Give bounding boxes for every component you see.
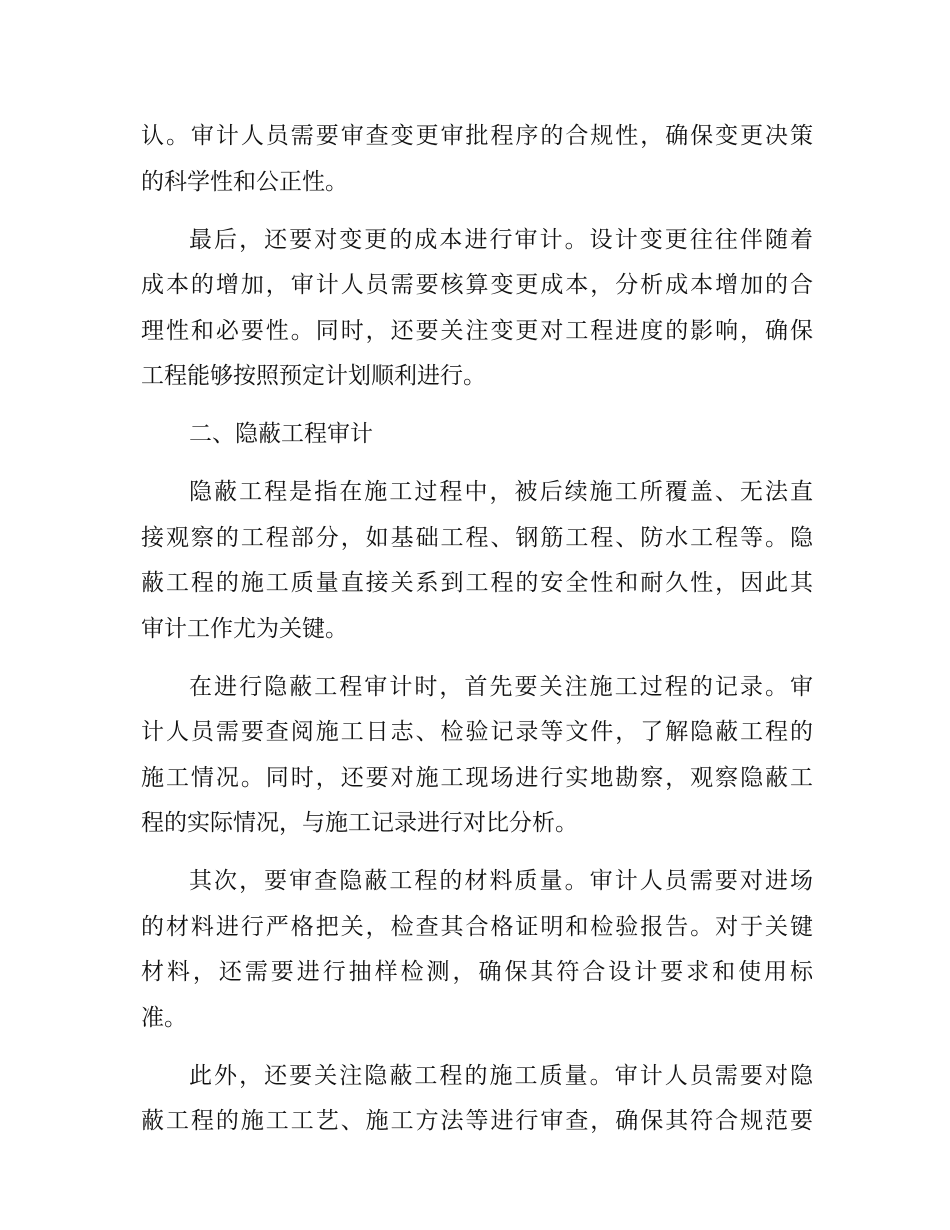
text-line: 在进行隐蔽工程审计时，首先要关注施工过程的记录。审 [189,673,813,700]
text-line: 其次，要审查隐蔽工程的材料质量。审计人员需要对进场 [189,868,813,894]
text-line: 工程能够按照预定计划顺利进行。 [141,363,486,389]
text-line: 的材料进行严格把关，检查其合格证明和检验报告。对于关键 [141,913,813,940]
paragraph-approval-compliance [141,114,813,205]
paragraph-material-quality [141,859,813,1041]
text-line: 的科学性和公正性。 [141,168,348,195]
text-line: 蔽工程的施工工艺、施工方法等进行审查，确保其符合规范要 [141,1108,813,1134]
text-line: 审计工作尤为关键。 [141,615,348,642]
paragraph-change-cost-audit [141,218,813,400]
text-line: 理性和必要性。同时，还要关注变更对工程进度的影响，确保 [141,317,813,344]
text-line: 此外，还要关注隐蔽工程的施工质量。审计人员需要对隐 [189,1062,813,1089]
paragraph-construction-records [141,665,813,847]
text-line: 认。审计人员需要审查变更审批程序的合规性，确保变更决策 [141,123,813,149]
text-line: 施工情况。同时，还要对施工现场进行实地勘察，观察隐蔽工 [141,764,813,791]
text-line: 接观察的工程部分，如基础工程、钢筋工程、防水工程等。隐 [141,524,813,551]
text-line: 程的实际情况，与施工记录进行对比分析。 [141,810,578,836]
text-line: 蔽工程的施工质量直接关系到工程的安全性和耐久性，因此其 [141,570,813,596]
section-heading-text: 二、隐蔽工程审计 [189,421,373,447]
text-line: 隐蔽工程是指在施工过程中，被后续施工所覆盖、无法直 [189,479,813,505]
text-line: 材料，还需要进行抽样检测，确保其符合设计要求和使用标 [141,959,813,985]
text-line: 成本的增加，审计人员需要核算变更成本，分析成本增加的合 [141,272,813,298]
section-heading [141,412,813,458]
text-line: 最后，还要对变更的成本进行审计。设计变更往往伴随着 [189,226,813,253]
text-line: 准。 [141,1004,187,1031]
paragraph-construction-quality [141,1054,813,1145]
paragraph-hidden-works-definition [141,470,813,652]
document-body [141,114,813,1157]
text-line: 计人员需要查阅施工日志、检验记录等文件，了解隐蔽工程的 [141,719,813,745]
